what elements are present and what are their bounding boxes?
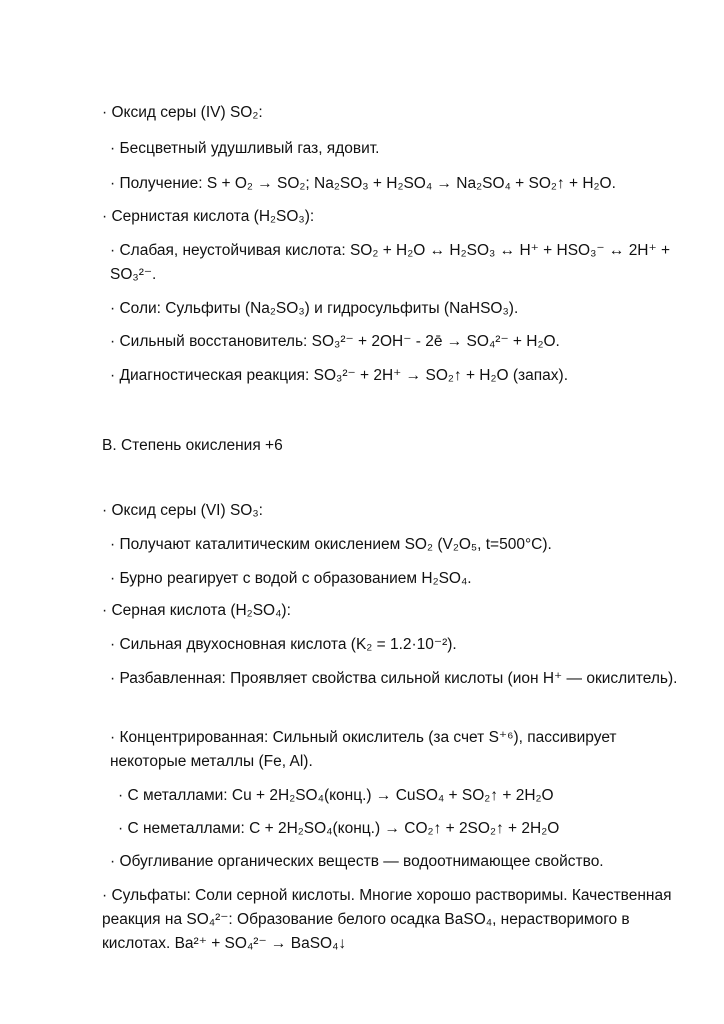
oxidation-state-heading: B. Степень окисления +6 xyxy=(102,437,283,454)
so2-description: · Бесцветный удушливый газ, ядовит. xyxy=(110,140,380,157)
h2so3-diagnostic: · Диагностическая реакция: SO₃²⁻ + 2H⁺ → SO₂↑ + H₂O (запах). xyxy=(110,367,568,384)
h2so3-salts: · Соли: Сульфиты (Na₂SO₃) и гидросульфиты (NaHSO₃). xyxy=(110,300,519,317)
so3-oxide-heading: · Оксид серы (VI) SO₃: xyxy=(102,502,263,519)
h2so4-concentrated: · Концентрированная: Сильный окислитель (за счет S⁺⁶), пассивирует некоторые металлы (Fe, Al). xyxy=(110,729,617,770)
h2so4-heading: · Серная кислота (H₂SO₄): xyxy=(102,602,291,619)
h2so4-charring: · Обугливание органических веществ — водоотнимающее свойство. xyxy=(110,853,604,870)
h2so4-dilute: · Разбавленная: Проявляет свойства сильной кислоты (ион H⁺ — окислитель). xyxy=(110,670,678,687)
h2so4-with-nonmetals: · С неметаллами: C + 2H₂SO₄(конц.) → CO₂↑ + 2SO₂↑ + 2H₂O xyxy=(118,820,560,837)
so3-obtaining: · Получают каталитическим окислением SO₂ (V₂O₅, t=500°C). xyxy=(110,536,552,553)
so3-water-reaction: · Бурно реагирует с водой с образованием H₂SO₄. xyxy=(110,570,472,587)
sulfates-paragraph: · Сульфаты: Соли серной кислоты. Многие хорошо растворимы. Качественная реакция на SO₄²⁻: Образование белого осадка BaSO₄, нерастворимого в кислотах. Ba²⁺ + SO₄²⁻ → BaSO₄↓ xyxy=(102,887,672,952)
h2so3-heading: · Сернистая кислота (H₂SO₃): xyxy=(102,208,315,225)
so2-obtaining: · Получение: S + O₂ → SO₂; Na₂SO₃ + H₂SO₄ → Na₂SO₄ + SO₂↑ + H₂O. xyxy=(110,175,616,192)
h2so3-weak-acid: · Слабая, неустойчивая кислота: SO₂ + H₂O ↔ H₂SO₃ ↔ H⁺ + HSO₃⁻ ↔ 2H⁺ + SO₃²⁻. xyxy=(110,242,671,283)
h2so3-reducer: · Сильный восстановитель: SO₃²⁻ + 2OH⁻ - 2ē → SO₄²⁻ + H₂O. xyxy=(110,333,560,350)
h2so4-with-metals: · С металлами: Cu + 2H₂SO₄(конц.) → CuSO₄ + SO₂↑ + 2H₂O xyxy=(118,787,554,804)
h2so4-strong-acid: · Сильная двухосновная кислота (K₂ = 1.2·10⁻²). xyxy=(110,636,457,653)
so2-oxide-heading: · Оксид серы (IV) SO₂: xyxy=(102,104,263,121)
